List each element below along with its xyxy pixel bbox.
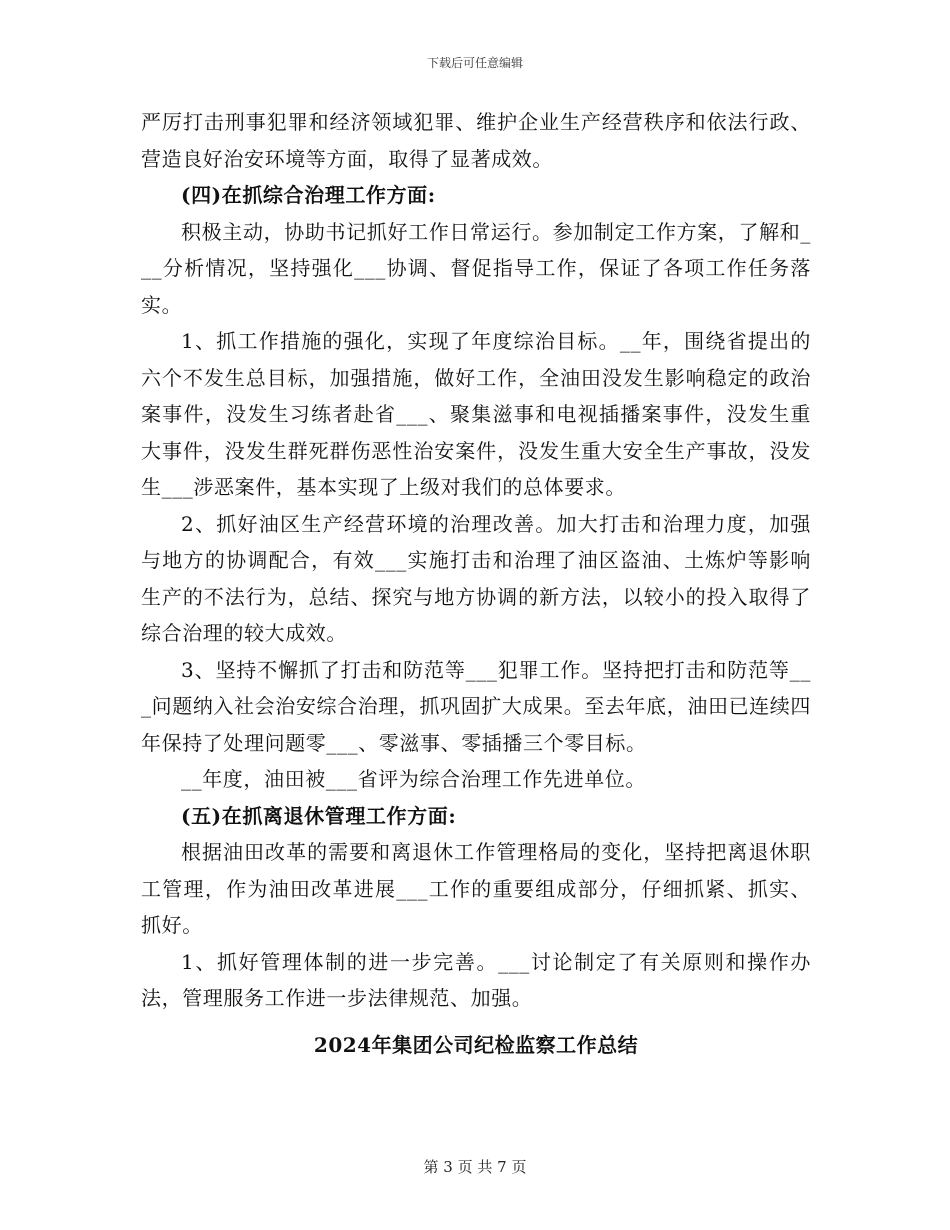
section-heading-4: (四)在抓综合治理工作方面: [181, 183, 436, 207]
paragraph: 3、坚持不懈抓了打击和防范等___犯罪工作。坚持把打击和防范等___问题纳入社会治安综合治理，抓巩固扩大成果。至去年底，油田已连续四年保持了处理问题零___、零滋事、零插播三个零目标。 [141, 657, 811, 755]
page-header: 下载后可任意编辑 [426, 56, 523, 70]
paragraph: 根据油田改革的需要和离退休工作管理格局的变化，坚持把离退休职工管理，作为油田改革进展___工作的重要组成部分，仔细抓紧、抓实、抓好。 [141, 840, 811, 937]
paragraph: __年度，油田被___省评为综合治理工作先进单位。 [181, 767, 646, 791]
paragraph: 积极主动，协助书记抓好工作日常运行。参加制定工作方案，了解和___分析情况，坚持强化___协调、督促指导工作，保证了各项工作任务落实。 [141, 219, 811, 317]
paragraph: 2、抓好油区生产经营环境的治理改善。加大打击和治理力度，加强与地方的协调配合，有效___实施打击和治理了油区盗油、土炼炉等影响生产的不法行为，总结、探究与地方协调的新方法，以较小的投入取得了综合治理的较大成效。 [141, 511, 811, 645]
section-heading-5: (五)在抓离退休管理工作方面: [181, 803, 457, 828]
paragraph: 1、抓好管理体制的进一步完善。___讨论制定了有关原则和操作办法，管理服务工作进一步法律规范、加强。 [141, 949, 811, 1010]
paragraph-continuation: 严厉打击刑事犯罪和经济领域犯罪、维护企业生产经营秩序和依法行政、营造良好治安环境等方面，取得了显著成效。 [141, 110, 811, 171]
page-footer: 第 3 页 共 7 页 [423, 1158, 527, 1176]
document-body [141, 104, 811, 1063]
document-title: 2024年集团公司纪检监察工作总结 [313, 1032, 639, 1057]
paragraph: 1、抓工作措施的强化，实现了年度综治目标。__年，围绕省提出的六个不发生总目标，加强措施，做好工作，全油田没发生影响稳定的政治案事件，没发生习练者赴省___、聚集滋事和电视插播案事件，没发生重大事件，没发生群死群伤恶性治安案件，没发生重大安全生产事故，没发生___涉恶案件，基本实现了上级对我们的总体要求。 [141, 329, 811, 499]
